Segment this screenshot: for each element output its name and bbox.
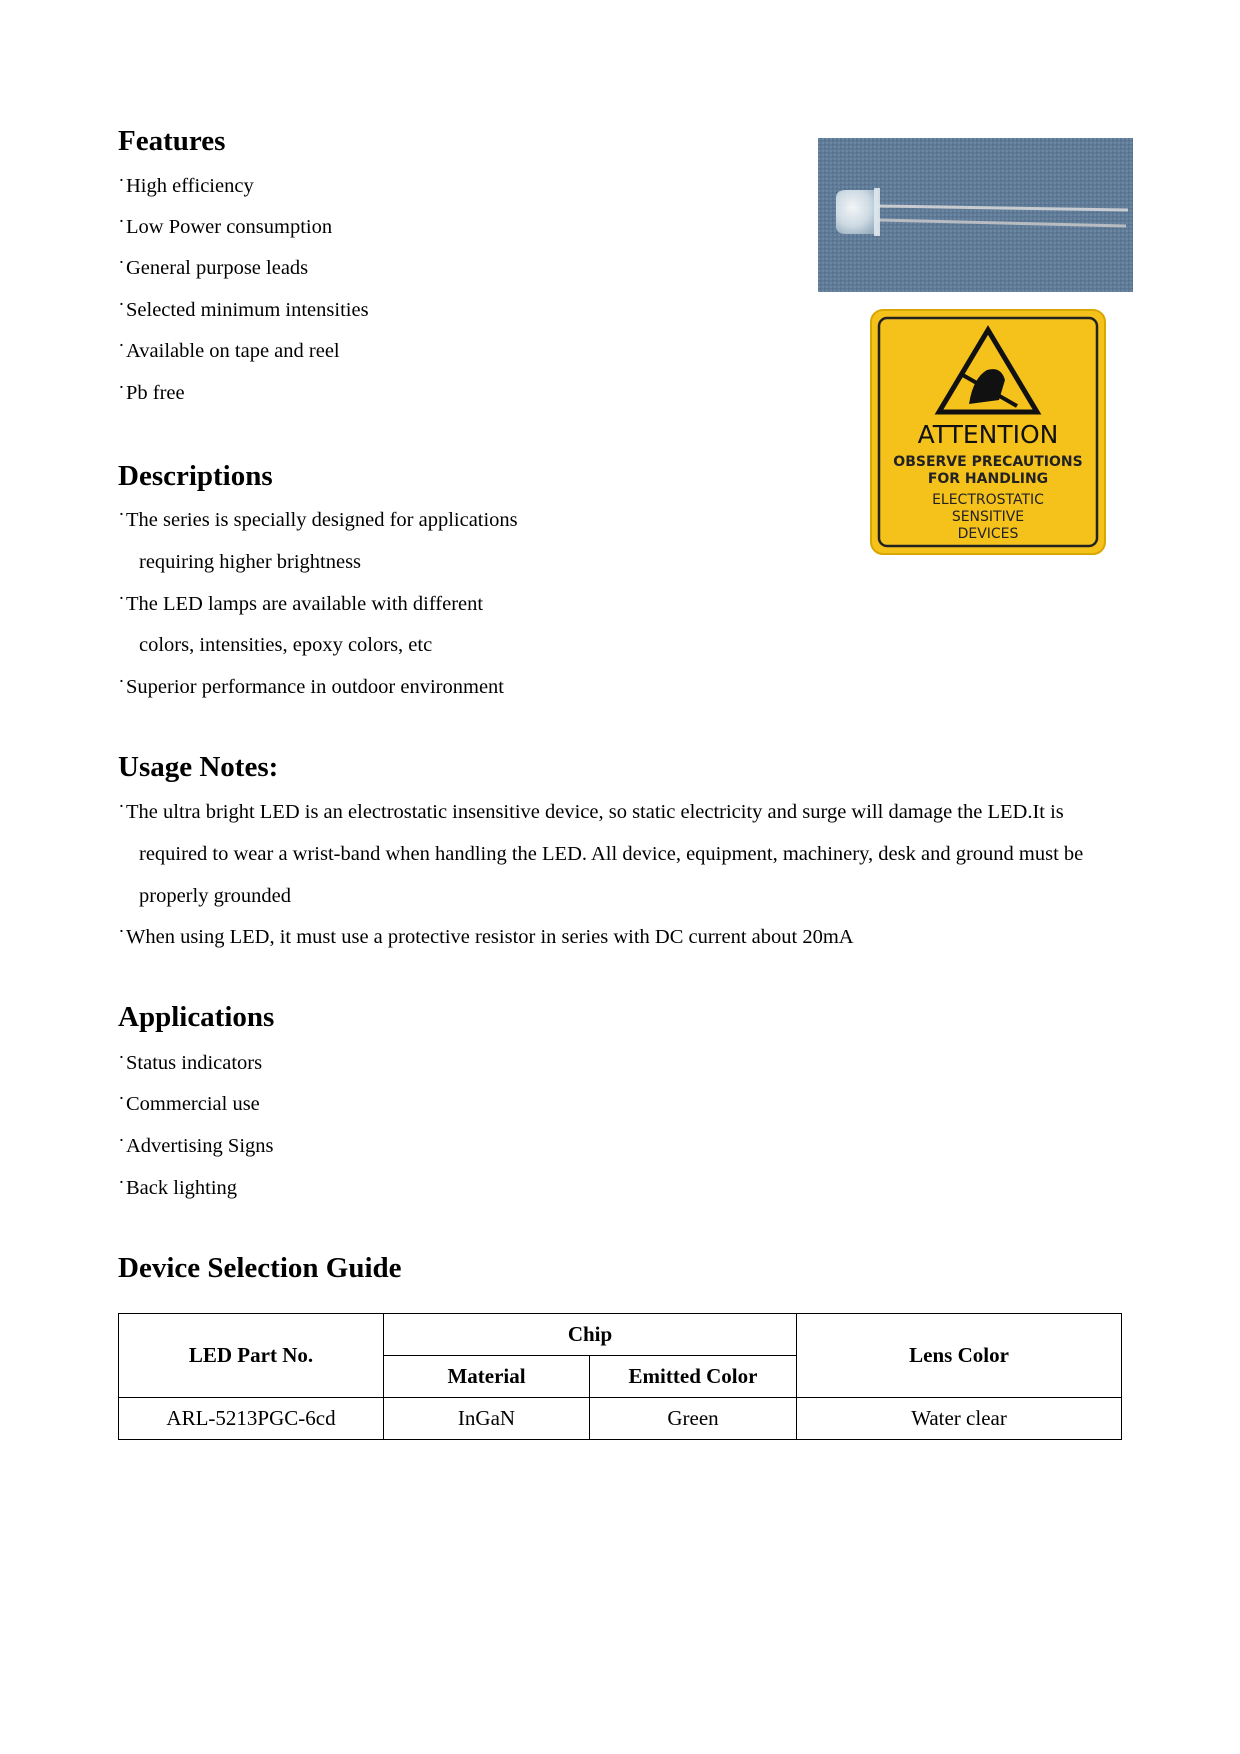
svg-text:OBSERVE PRECAUTIONS: OBSERVE PRECAUTIONS	[893, 454, 1083, 470]
usage-notes-line: properly grounded	[139, 885, 291, 907]
svg-text:FOR HANDLING: FOR HANDLING	[927, 471, 1049, 487]
header-lens-color: Lens Color	[797, 1314, 1122, 1398]
svg-text:DEVICES: DEVICES	[957, 526, 1019, 542]
usage-notes-heading: Usage Notes:	[118, 751, 279, 783]
header-led-part-no: LED Part No.	[119, 1314, 384, 1398]
svg-text:ELECTROSTATIC: ELECTROSTATIC	[932, 492, 1044, 508]
descriptions-line: ˙The series is specially designed for applications	[118, 509, 518, 531]
features-item: ˙Selected minimum intensities	[118, 299, 369, 321]
descriptions-heading: Descriptions	[118, 460, 273, 492]
esd-sign-heading: ATTENTION	[917, 420, 1059, 449]
esd-warning-sign	[869, 308, 1107, 556]
header-emitted-color: Emitted Color	[590, 1356, 797, 1398]
applications-item: ˙Status indicators	[118, 1052, 263, 1074]
applications-item: ˙Advertising Signs	[118, 1135, 274, 1157]
applications-item: ˙Back lighting	[118, 1177, 238, 1199]
features-item: ˙Available on tape and reel	[118, 340, 340, 362]
cell-emitted-color: Green	[590, 1398, 797, 1440]
device-selection-table	[118, 1313, 1122, 1440]
features-item: ˙High efficiency	[118, 175, 254, 197]
usage-notes-line: ˙The ultra bright LED is an electrostatic insensitive device, so static electricity and surge will damage the LED.It is	[118, 801, 1064, 823]
led-photo	[818, 138, 1133, 292]
descriptions-line: ˙Superior performance in outdoor environment	[118, 676, 504, 698]
usage-notes-line: ˙When using LED, it must use a protective resistor in series with DC current about 20mA	[118, 926, 854, 948]
table-row	[119, 1398, 1122, 1440]
svg-text:SENSITIVE: SENSITIVE	[951, 509, 1025, 525]
descriptions-line: ˙The LED lamps are available with different	[118, 593, 484, 615]
applications-item: ˙Commercial use	[118, 1093, 260, 1115]
usage-notes-line: required to wear a wrist-band when handling the LED. All device, equipment, machinery, desk and ground must be	[139, 843, 1084, 865]
features-item: ˙Pb free	[118, 382, 185, 404]
header-material: Material	[384, 1356, 590, 1398]
features-heading: Features	[118, 125, 226, 157]
device-selection-guide-heading: Device Selection Guide	[118, 1252, 402, 1284]
features-item: ˙Low Power consumption	[118, 216, 333, 238]
cell-part-no: ARL-5213PGC-6cd	[119, 1398, 384, 1440]
header-chip: Chip	[384, 1314, 797, 1356]
descriptions-line: colors, intensities, epoxy colors, etc	[139, 634, 433, 656]
features-item: ˙General purpose leads	[118, 257, 309, 279]
cell-material: InGaN	[384, 1398, 590, 1440]
applications-heading: Applications	[118, 1001, 275, 1033]
cell-lens-color: Water clear	[797, 1398, 1122, 1440]
descriptions-line: requiring higher brightness	[139, 551, 362, 573]
